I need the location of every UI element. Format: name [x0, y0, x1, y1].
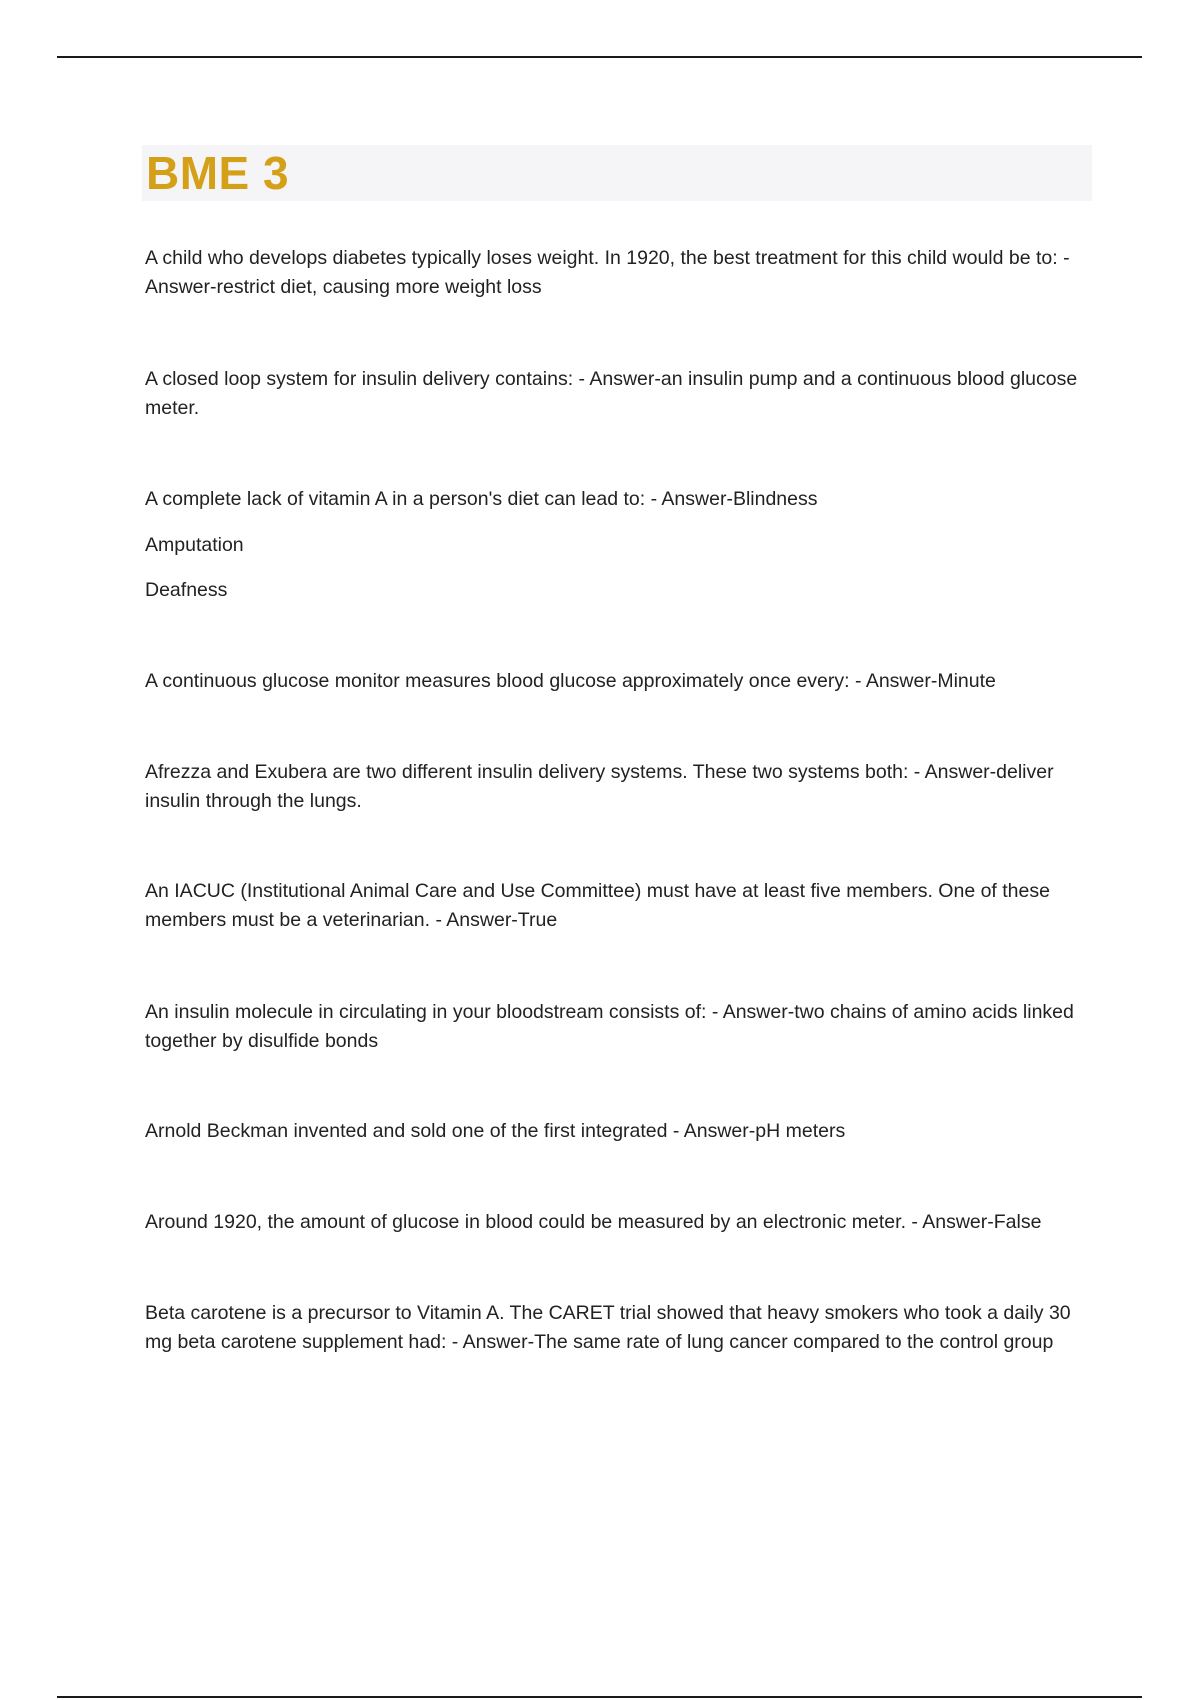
- qa-entry-1: A child who develops diabetes typically loses weight. In 1920, the best treatment for this child would be to: - Answer-restrict diet, causing more weight loss: [145, 247, 1070, 298]
- qa-entry-3-option-2: Deafness: [145, 579, 228, 601]
- qa-entry-3: A complete lack of vitamin A in a person's diet can lead to: - Answer-Blindness: [145, 488, 818, 510]
- title-band: [142, 145, 1092, 201]
- qa-entry-2: A closed loop system for insulin delivery contains: - Answer-an insulin pump and a continuous blood glucose meter.: [145, 368, 1078, 419]
- qa-entry-6: An IACUC (Institutional Animal Care and Use Committee) must have at least five members. One of these members must be a veterinarian. - Answer-True: [145, 880, 1050, 931]
- bottom-rule: [57, 1696, 1142, 1698]
- qa-entry-3-option-1: Amputation: [145, 534, 244, 556]
- qa-entry-9: Around 1920, the amount of glucose in blood could be measured by an electronic meter. - Answer-False: [145, 1211, 1042, 1233]
- top-rule: [57, 56, 1142, 58]
- qa-entry-5: Afrezza and Exubera are two different insulin delivery systems. These two systems both: - Answer-deliver insulin through the lungs.: [145, 761, 1054, 812]
- document-title: BME 3: [146, 147, 290, 199]
- qa-entry-8: Arnold Beckman invented and sold one of the first integrated - Answer-pH meters: [145, 1120, 846, 1142]
- qa-entry-7: An insulin molecule in circulating in your bloodstream consists of: - Answer-two chains of amino acids linked together by disulfide bonds: [145, 1001, 1074, 1052]
- qa-entry-10: Beta carotene is a precursor to Vitamin A. The CARET trial showed that heavy smokers who took a daily 30 mg beta carotene supplement had: - Answer-The same rate of lung cancer compared to the control group: [145, 1302, 1071, 1353]
- qa-entry-4: A continuous glucose monitor measures blood glucose approximately once every: - Answer-Minute: [145, 670, 996, 692]
